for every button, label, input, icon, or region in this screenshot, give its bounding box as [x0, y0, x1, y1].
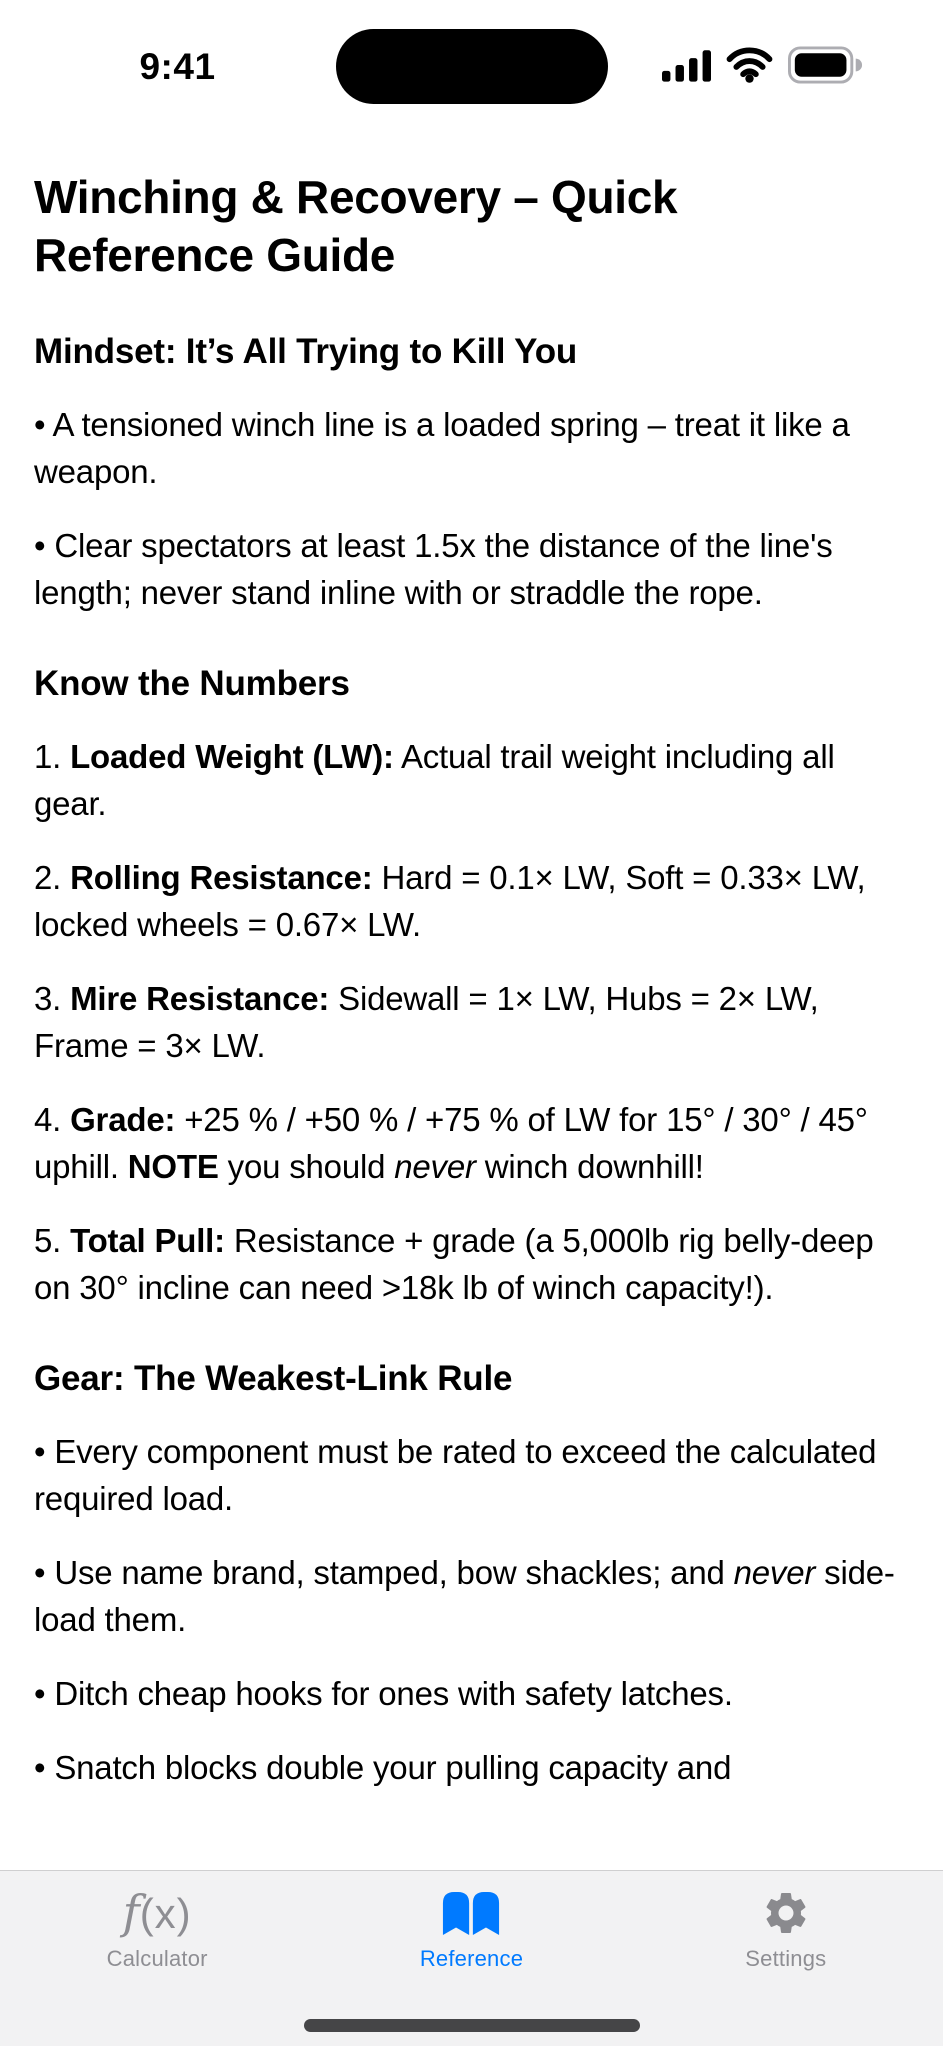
paragraph: • Ditch cheap hooks for ones with safety latches.	[34, 1675, 733, 1712]
battery-icon	[788, 46, 864, 89]
tab-reference[interactable]	[314, 1871, 628, 1971]
status-icons	[662, 47, 864, 87]
tab-calculator[interactable]	[0, 1871, 314, 1971]
section-heading: Mindset: It’s All Trying to Kill You	[34, 332, 578, 371]
tab-settings[interactable]	[629, 1871, 943, 1971]
paragraph: • Use name brand, stamped, bow shackles; and never side-load them.	[34, 1554, 895, 1638]
status-time: 9:41	[139, 46, 216, 87]
tab-label: Calculator	[106, 1946, 208, 1971]
tab-bar	[0, 1870, 943, 2046]
paragraph: 4. Grade: +25 % / +50 % / +75 % of LW for 15° / 30° / 45° uphill. NOTE you should never winch downhill!	[34, 1101, 868, 1185]
dynamic-island	[336, 29, 608, 104]
paragraph: • Every component must be rated to exceed the calculated required load.	[34, 1433, 877, 1517]
home-indicator[interactable]	[304, 2019, 640, 2032]
tab-label: Reference	[419, 1946, 524, 1971]
page-title: Winching & Recovery – Quick Reference Guide	[34, 171, 678, 281]
gear-icon	[761, 1887, 811, 1939]
paragraph: • Snatch blocks double your pulling capacity and	[34, 1749, 732, 1786]
paragraph: 5. Total Pull: Resistance + grade (a 5,000lb rig belly-deep on 30° incline can need >18k lb of winch capacity!).	[34, 1222, 874, 1306]
cellular-signal-icon	[662, 48, 711, 87]
paragraph: 2. Rolling Resistance: Hard = 0.1× LW, Soft = 0.33× LW, locked wheels = 0.67× LW.	[34, 859, 866, 943]
paragraph: • Clear spectators at least 1.5x the distance of the line's length; never stand inline with or straddle the rope.	[34, 527, 833, 611]
status-bar	[0, 0, 943, 130]
paragraph: • A tensioned winch line is a loaded spring – treat it like a weapon.	[34, 406, 850, 490]
section-heading: Know the Numbers	[34, 664, 350, 703]
wifi-icon	[726, 46, 773, 88]
paragraph: 3. Mire Resistance: Sidewall = 1× LW, Hubs = 2× LW, Frame = 3× LW.	[34, 980, 819, 1064]
section-heading: Gear: The Weakest-Link Rule	[34, 1359, 513, 1398]
function-icon: f(x)	[122, 1885, 192, 1939]
tab-label: Settings	[745, 1946, 827, 1971]
book-icon	[442, 1887, 500, 1939]
paragraph: 1. Loaded Weight (LW): Actual trail weight including all gear.	[34, 738, 835, 822]
